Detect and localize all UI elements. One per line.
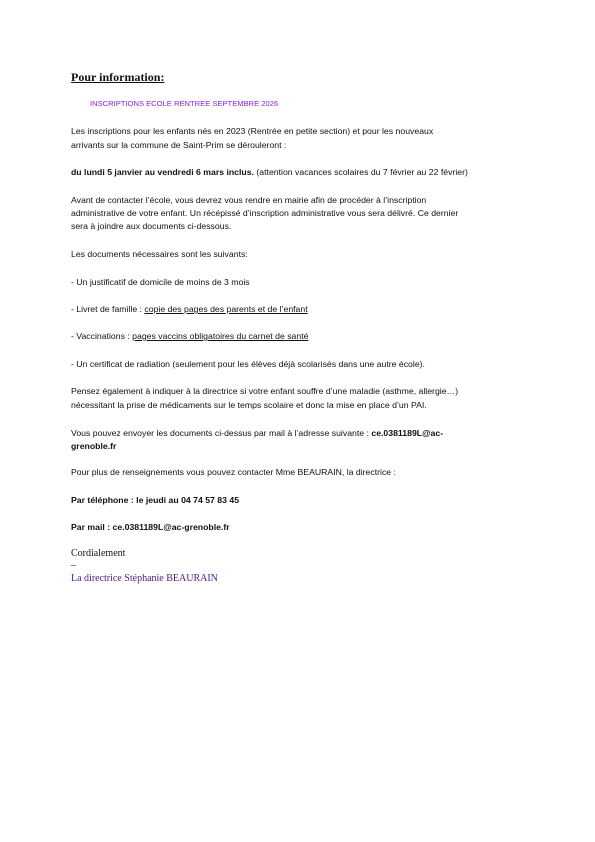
closing-dash: –	[71, 560, 76, 571]
livret-details: copie des pages des parents et de l’enfant	[144, 304, 308, 314]
contact-intro: Pour plus de renseignements vous pouvez contacter Mme BEAURAIN, la directrice :	[71, 467, 396, 477]
dates-line	[71, 166, 468, 180]
contact-mail: Par mail : ce.0381189L@ac-grenoble.fr	[71, 522, 230, 532]
dates-rest: (attention vacances scolaires du 7 février au 22 février)	[253, 167, 468, 177]
pai-line-1: Pensez également à indiquer à la directrice si votre enfant souffre d’une maladie (asthme, allergie…)	[71, 386, 459, 396]
intro-line-2: arrivants sur la commune de Saint-Prim se dérouleront :	[71, 140, 287, 150]
intro-line-1: Les inscriptions pour les enfants nés en 2023 (Rentrée en petite section) et pour les nouveaux	[71, 126, 434, 136]
document-item-livret	[71, 303, 308, 317]
email-send-text: Vous pouvez envoyer les documents ci-dessus par mail à l’adresse suivante :	[71, 428, 372, 438]
contact-phone: Par téléphone : le jeudi au 04 74 57 83 45	[71, 495, 240, 505]
vaccins-details: pages vaccins obligatoires du carnet de santé	[132, 331, 309, 341]
pai-line-2: nécessitant la prise de médicaments sur le temps scolaire et donc la mise en place d’un PAI.	[71, 400, 427, 410]
document-item-radiation: - Un certificat de radiation (seulement pour les élèves déjà scolarisés dans une autre école).	[71, 359, 425, 369]
vaccins-prefix: - Vaccinations :	[71, 331, 133, 341]
page-subtitle: INSCRIPTIONS ECOLE RENTREE SEPTEMBRE 2026	[90, 99, 279, 108]
document-item-domicile: - Un justificatif de domicile de moins de 3 mois	[71, 277, 250, 287]
livret-prefix: - Livret de famille :	[71, 304, 145, 314]
page-title: Pour information:	[71, 70, 165, 84]
dates-bold: du lundi 5 janvier au vendredi 6 mars inclus.	[71, 167, 254, 177]
document-item-vaccins	[71, 330, 308, 344]
email-send-line-1	[71, 427, 443, 441]
documents-intro: Les documents nécessaires sont les suivants:	[71, 249, 248, 259]
mairie-line-2: administrative de votre enfant. Un récépissé d’inscription administrative vous sera délivré. Ce dernier	[71, 208, 459, 218]
signature-name: La directrice Stéphanie BEAURAIN	[71, 573, 218, 584]
email-address-part-1: ce.0381189L@ac-	[371, 428, 444, 438]
mairie-line-3: sera à joindre aux documents ci-dessous.	[71, 221, 232, 231]
mairie-line-1: Avant de contacter l’école, vous devrez vous rendre en mairie afin de procéder à l’inscription	[71, 195, 427, 205]
closing-text: Cordialement	[71, 548, 126, 559]
email-address-part-2: grenoble.fr	[71, 441, 117, 451]
